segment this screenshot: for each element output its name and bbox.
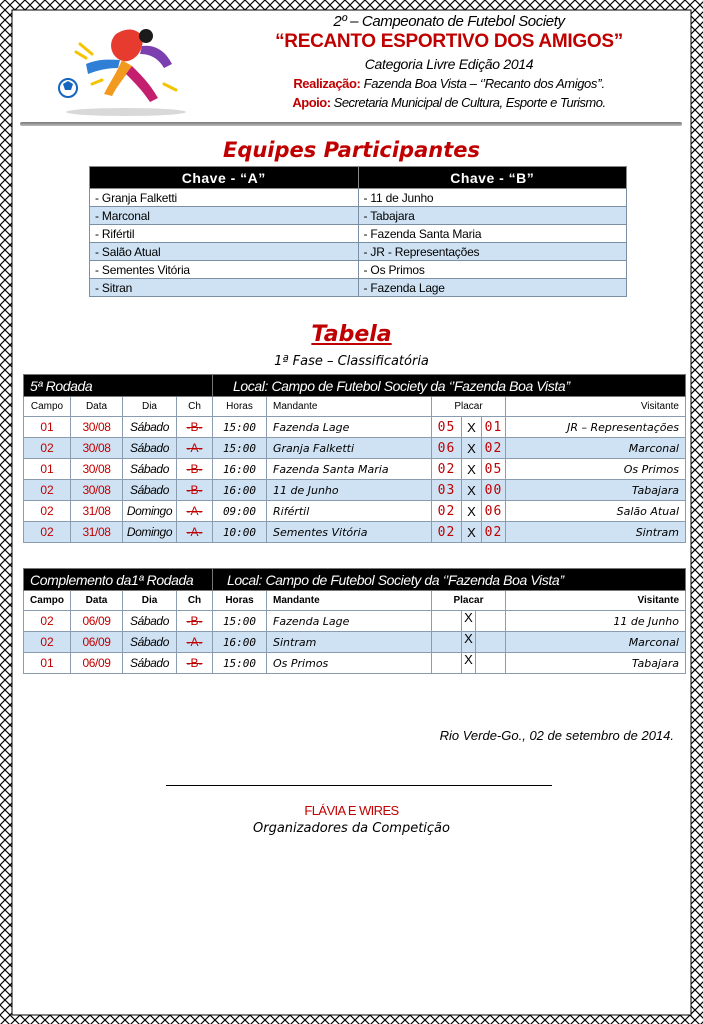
game-row	[24, 632, 686, 653]
team-group-a: - Granja Falketti	[90, 189, 359, 207]
schedule-title: Tabela	[311, 322, 392, 347]
game-date: 06/09	[71, 611, 123, 632]
game-row	[24, 459, 686, 480]
field-number: 01	[24, 459, 71, 480]
support-text: Secretaria Municipal de Cultura, Esporte e Turismo.	[330, 95, 606, 110]
home-team: Sintram	[267, 632, 432, 653]
field-number: 02	[24, 611, 71, 632]
teams-header-row	[90, 167, 627, 189]
score-separator: X	[462, 632, 476, 653]
away-team: 11 de Junho	[506, 611, 686, 632]
game-row	[24, 501, 686, 522]
game-date: 06/09	[71, 632, 123, 653]
soccer-player-icon	[46, 24, 196, 120]
game-row	[24, 611, 686, 632]
away-score: 02	[482, 438, 506, 459]
round5-column-headers	[24, 397, 686, 417]
away-score: 01	[482, 417, 506, 438]
round5-title: 5ª Rodada	[24, 375, 213, 397]
support-label: Apoio:	[292, 95, 331, 110]
home-score: 03	[432, 480, 462, 501]
field-number: 02	[24, 438, 71, 459]
away-team: Sintram	[506, 522, 686, 543]
game-date: 30/08	[71, 459, 123, 480]
game-time: 15:00	[213, 611, 267, 632]
home-team: Rifértil	[267, 501, 432, 522]
signature-line	[166, 785, 552, 786]
home-score	[432, 632, 462, 653]
col-mandante: Mandante	[267, 591, 432, 611]
away-score: 06	[482, 501, 506, 522]
game-row	[24, 480, 686, 501]
teams-title: Equipes Participantes	[222, 138, 480, 162]
championship-edition: 2º – Campeonato de Futebol Society	[333, 13, 565, 30]
score-separator: X	[462, 522, 482, 543]
game-time: 15:00	[213, 417, 267, 438]
field-number: 02	[24, 501, 71, 522]
complement-table	[23, 568, 686, 674]
group-key: -B-	[177, 611, 213, 632]
game-date: 30/08	[71, 438, 123, 459]
game-time: 09:00	[213, 501, 267, 522]
game-row	[24, 438, 686, 459]
away-score	[476, 611, 506, 632]
game-time: 15:00	[213, 653, 267, 674]
team-row	[90, 189, 627, 207]
round5-local: Local: Campo de Futebol Society da ‘’Fazenda Boa Vista’’	[213, 375, 686, 397]
field-number: 02	[24, 632, 71, 653]
game-day: Sábado	[123, 459, 177, 480]
game-date: 30/08	[71, 417, 123, 438]
team-group-b: - Fazenda Santa Maria	[358, 225, 627, 243]
field-number: 01	[24, 653, 71, 674]
game-day: Sábado	[123, 632, 177, 653]
team-row	[90, 225, 627, 243]
team-row	[90, 207, 627, 225]
home-score	[432, 653, 462, 674]
score-separator: X	[462, 480, 482, 501]
game-row	[24, 653, 686, 674]
team-row	[90, 243, 627, 261]
team-row	[90, 261, 627, 279]
teams-table	[89, 166, 627, 297]
home-score: 06	[432, 438, 462, 459]
score-separator: X	[462, 653, 476, 674]
group-b-header: Chave - “B”	[358, 167, 627, 189]
game-day: Sábado	[123, 417, 177, 438]
col-mandante: Mandante	[267, 397, 432, 417]
game-date: 31/08	[71, 522, 123, 543]
game-time: 16:00	[213, 480, 267, 501]
game-time: 16:00	[213, 632, 267, 653]
complement-local: Local: Campo de Futebol Society da ‘’Fazenda Boa Vista’’	[213, 569, 686, 591]
header	[214, 10, 684, 110]
header-divider	[20, 122, 682, 126]
complement-column-headers	[24, 591, 686, 611]
home-team: Fazenda Santa Maria	[267, 459, 432, 480]
organizer-label: Realização:	[293, 76, 361, 91]
col-placar: Placar	[432, 397, 506, 417]
col-dia: Dia	[123, 591, 177, 611]
round5-table	[23, 374, 686, 543]
home-score: 05	[432, 417, 462, 438]
home-score: 02	[432, 522, 462, 543]
game-day: Domingo	[123, 501, 177, 522]
away-team: Marconal	[506, 632, 686, 653]
away-score: 02	[482, 522, 506, 543]
home-team: Fazenda Lage	[267, 611, 432, 632]
col-ch: Ch	[177, 397, 213, 417]
team-group-b: - JR - Representações	[358, 243, 627, 261]
field-number: 02	[24, 480, 71, 501]
col-visitante: Visitante	[506, 591, 686, 611]
col-visitante: Visitante	[506, 397, 686, 417]
game-day: Sábado	[123, 480, 177, 501]
home-team: Granja Falketti	[267, 438, 432, 459]
group-a-header: Chave - “A”	[90, 167, 359, 189]
away-team: Os Primos	[506, 459, 686, 480]
team-group-a: - Marconal	[90, 207, 359, 225]
home-score: 02	[432, 501, 462, 522]
score-separator: X	[462, 417, 482, 438]
score-separator: X	[462, 438, 482, 459]
phase-subtitle: 1ª Fase – Classificatória	[274, 354, 429, 369]
page	[14, 10, 689, 1013]
home-score: 02	[432, 459, 462, 480]
team-row	[90, 279, 627, 297]
complement-title: Complemento da1ª Rodada	[24, 569, 213, 591]
col-horas: Horas	[213, 591, 267, 611]
group-key: -A-	[177, 632, 213, 653]
team-group-b: - Fazenda Lage	[358, 279, 627, 297]
field-number: 02	[24, 522, 71, 543]
group-key: -B-	[177, 480, 213, 501]
away-score	[476, 653, 506, 674]
col-campo: Campo	[24, 591, 71, 611]
game-row	[24, 417, 686, 438]
col-placar: Placar	[432, 591, 506, 611]
category: Categoria Livre Edição 2014	[364, 56, 534, 72]
col-campo: Campo	[24, 397, 71, 417]
game-day: Sábado	[123, 653, 177, 674]
organizer-line	[214, 76, 684, 91]
organizer-text: Fazenda Boa Vista – ‘’Recanto dos Amigos’’.	[360, 76, 605, 91]
away-team: Marconal	[506, 438, 686, 459]
round5-title-bar	[24, 375, 686, 397]
away-team: JR – Representações	[506, 417, 686, 438]
championship-name: “RECANTO ESPORTIVO DOS AMIGOS”	[275, 31, 623, 52]
away-score: 00	[482, 480, 506, 501]
support-line	[214, 95, 684, 110]
game-time: 16:00	[213, 459, 267, 480]
game-day: Sábado	[123, 438, 177, 459]
game-time: 10:00	[213, 522, 267, 543]
away-score	[476, 632, 506, 653]
game-date: 06/09	[71, 653, 123, 674]
group-key: -B-	[177, 417, 213, 438]
team-group-a: - Sementes Vitória	[90, 261, 359, 279]
home-score	[432, 611, 462, 632]
home-team: 11 de Junho	[267, 480, 432, 501]
home-team: Fazenda Lage	[267, 417, 432, 438]
group-key: -B-	[177, 653, 213, 674]
team-group-b: - Tabajara	[358, 207, 627, 225]
signer-name: FLÁVIA E WIRES	[304, 803, 399, 818]
team-group-a: - Rifértil	[90, 225, 359, 243]
team-group-b: - 11 de Junho	[358, 189, 627, 207]
col-dia: Dia	[123, 397, 177, 417]
signer-role: Organizadores da Competição	[253, 821, 450, 836]
team-group-a: - Sitran	[90, 279, 359, 297]
col-data: Data	[71, 397, 123, 417]
col-horas: Horas	[213, 397, 267, 417]
away-team: Salão Atual	[506, 501, 686, 522]
score-separator: X	[462, 501, 482, 522]
score-separator: X	[462, 459, 482, 480]
home-team: Os Primos	[267, 653, 432, 674]
group-key: -A-	[177, 522, 213, 543]
away-team: Tabajara	[506, 480, 686, 501]
game-day: Sábado	[123, 611, 177, 632]
col-ch: Ch	[177, 591, 213, 611]
col-data: Data	[71, 591, 123, 611]
complement-title-bar	[24, 569, 686, 591]
game-time: 15:00	[213, 438, 267, 459]
group-key: -B-	[177, 459, 213, 480]
team-group-b: - Os Primos	[358, 261, 627, 279]
score-separator: X	[462, 611, 476, 632]
game-row	[24, 522, 686, 543]
game-date: 31/08	[71, 501, 123, 522]
team-group-a: - Salão Atual	[90, 243, 359, 261]
away-team: Tabajara	[506, 653, 686, 674]
home-team: Sementes Vitória	[267, 522, 432, 543]
group-key: -A-	[177, 438, 213, 459]
game-date: 30/08	[71, 480, 123, 501]
field-number: 01	[24, 417, 71, 438]
game-day: Domingo	[123, 522, 177, 543]
group-key: -A-	[177, 501, 213, 522]
place-date: Rio Verde-Go., 02 de setembro de 2014.	[439, 728, 674, 743]
away-score: 05	[482, 459, 506, 480]
